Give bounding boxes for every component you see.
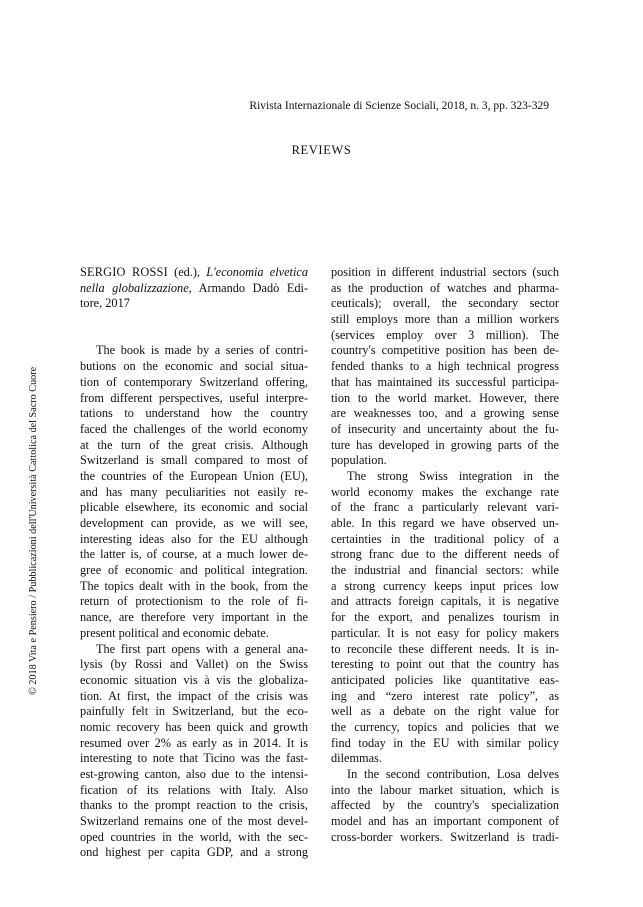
review-author: SERGIO ROSSI: [80, 265, 168, 279]
body-line: est-growing canton, also due to the intensi-: [80, 767, 308, 781]
body-line: The book is made by a series of contri-: [96, 343, 308, 358]
body-line: present political and economic debate.: [80, 625, 269, 640]
spacer: [80, 312, 308, 328]
body-line: fication of its relations with Italy. Also: [80, 782, 308, 797]
body-line: the industrial and financial sectors: while: [331, 563, 559, 578]
copyright-side-note: © 2018 Vita e Pensiero / Pubblicazioni dell'Università Cattolica del Sacro Cuore: [28, 366, 39, 695]
body-line: well as a debate on the right value for: [331, 704, 559, 719]
body-line: ceuticals); overall, the secondary sector: [331, 296, 559, 311]
body-line: gree of economic and political integration.: [80, 563, 308, 578]
body-line: strong franc due to the different needs of: [331, 547, 559, 562]
book-publisher-year: tore, 2017: [80, 296, 130, 311]
body-line: able. In this regard we have observed un-: [331, 516, 559, 530]
body-line: nance, are therefore very important in the: [80, 610, 308, 625]
body-line: ing and “zero interest rate policy”, as: [331, 688, 559, 703]
body-line: teresting to point out that the country has: [331, 657, 559, 672]
body-line: are weaknesses too, and a growing sense: [331, 406, 559, 421]
body-line: butions on the economic and social situa-: [80, 359, 308, 374]
body-line: The topics dealt with in the book, from the: [80, 578, 308, 593]
section-title: REVIEWS: [291, 143, 352, 157]
body-line: faced the challenges of the world economy: [80, 421, 308, 436]
body-line: (services employ over 3 million). The: [331, 327, 559, 342]
journal-running-head: Rivista Internazionale di Scienze Sociali, 2018, n. 3, pp. 323-329: [249, 100, 549, 112]
body-line: that has maintained its successful participa-: [331, 374, 559, 389]
body-line: into the labour market situation, which is: [331, 782, 559, 797]
body-line: still employs more than a million workers: [331, 312, 559, 327]
body-line: tion. At first, the impact of the crisis was: [80, 688, 308, 703]
body-line: a strong currency keeps input prices low: [331, 578, 559, 593]
body-line: thanks to the prompt reaction to the crisis,: [80, 798, 308, 813]
body-line: from different perspectives, useful interpre-: [80, 390, 308, 405]
body-line: interesting ideas also for the EU although: [80, 531, 308, 546]
body-line: development can provide, as we will see,: [80, 516, 308, 530]
body-line: lysis (by Rossi and Vallet) on the Swiss: [80, 657, 308, 672]
book-citation: [80, 265, 308, 312]
body-line: the countries of the European Union (EU),: [80, 468, 308, 483]
body-line: Switzerland remains one of the most devel-: [80, 814, 308, 829]
body-line: return of protectionism to the role of fi-: [80, 594, 308, 609]
body-line: for the export, and penalizes tourism in: [331, 610, 559, 625]
body-line: tion of contemporary Switzerland offering,: [80, 374, 308, 389]
body-line: and attracts foreign capitals, it is negative: [331, 594, 559, 609]
body-line: anticipated policies like quantitative eas-: [331, 672, 559, 687]
body-line: nomic recovery has been quick and growth: [80, 719, 308, 734]
body-line: the latter is, of course, at a much lower de-: [80, 547, 308, 562]
body-line: fended thanks to a high technical progress: [331, 359, 559, 374]
body-line: plicable elsewhere, its economic and social: [80, 500, 308, 515]
body-line: ture has developed in growing parts of the: [331, 437, 559, 452]
body-line: and has many peculiarities not easily re-: [80, 484, 308, 499]
body-line: tations to understand how the country: [80, 406, 308, 421]
body-line: as the production of watches and pharma-: [331, 280, 559, 295]
body-line: particular. It is not easy for policy makers: [331, 625, 559, 640]
body-line: country's competitive position has been de-: [331, 343, 559, 358]
body-line: dilemmas.: [331, 751, 382, 766]
body-line: resumed over 2% as early as in 2014. It is: [80, 735, 308, 750]
body-line: affected by the country's specialization: [331, 798, 559, 813]
book-title-part-1: L'economia elvetica: [206, 265, 308, 279]
body-line: population.: [331, 453, 387, 468]
body-line: position in different industrial sectors (such: [331, 265, 559, 279]
body-line: world economy makes the exchange rate: [331, 484, 559, 499]
body-line: economic situation vis à vis the globaliza-: [80, 672, 308, 687]
body-line: In the second contribution, Losa delves: [347, 767, 559, 781]
body-line: to reconcile these different needs. It is in-: [331, 641, 559, 656]
body-line: cross-border workers. Switzerland is tradi-: [331, 829, 559, 844]
body-line: The strong Swiss integration in the: [347, 468, 559, 483]
body-line: oped countries in the world, with the sec-: [80, 829, 308, 844]
body-line: certainties in the traditional policy of a: [331, 531, 559, 546]
spacer: [80, 328, 308, 344]
body-line: painfully felt in Switzerland, but the eco-: [80, 704, 308, 719]
body-line: at the turn of the great crisis. Although: [80, 437, 308, 452]
body-line: of the franc a particularly relevant vari-: [331, 500, 559, 515]
left-column: [80, 265, 308, 861]
body-line: model and has an important component of: [331, 814, 559, 829]
body-line: interesting to note that Ticino was the fast-: [80, 751, 308, 766]
body-line: find today in the EU with similar policy: [331, 735, 559, 750]
book-title-part-2: nella globalizzazione: [80, 280, 189, 295]
body-line: ond highest per capita GDP, and a strong: [80, 845, 308, 860]
book-publisher: , Armando Dadò Edi-: [188, 280, 308, 295]
body-line: The first part opens with a general ana-: [96, 641, 308, 656]
body-line: tion to the world market. However, there: [331, 390, 559, 405]
body-line: of insecurity and uncertainty about the fu-: [331, 421, 559, 436]
body-line: the currency, topics and policies that we: [331, 719, 559, 734]
body-line: Switzerland is small compared to most of: [80, 453, 308, 468]
citation-editor-note: (ed.),: [167, 265, 207, 279]
right-column: [331, 265, 559, 845]
